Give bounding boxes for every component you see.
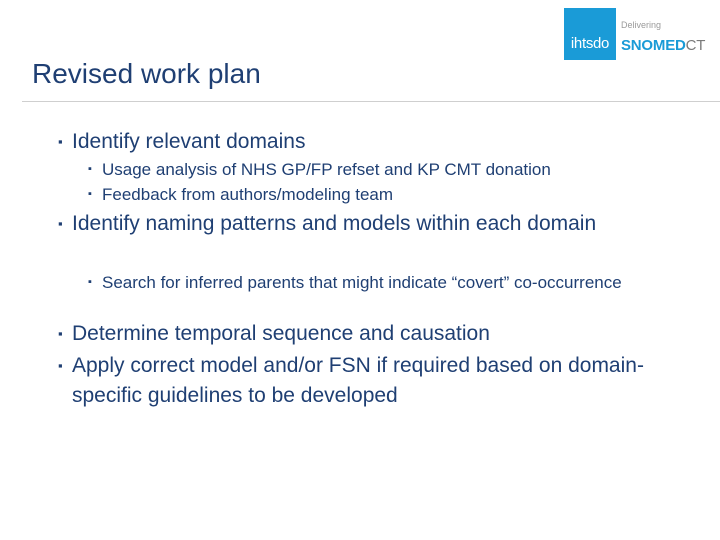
bullet-text: Feedback from authors/modeling team xyxy=(102,185,394,204)
title-divider xyxy=(22,101,720,102)
bullet-text: Identify naming patterns and models within each domain xyxy=(72,212,597,235)
snomed-wordmark: SNOMED xyxy=(621,37,686,54)
bullet-text: Search for inferred parents that might indicate “covert” co-occurrence xyxy=(102,273,622,292)
square-bullet-icon: ▪ xyxy=(88,276,92,288)
sub-bullet-item xyxy=(88,183,702,206)
sub-bullet-item xyxy=(88,271,642,294)
snomed-ct-logo xyxy=(621,37,705,54)
bullet-item xyxy=(58,351,662,411)
square-bullet-icon: ▪ xyxy=(58,134,63,149)
page-title: Revised work plan xyxy=(32,58,261,89)
square-bullet-icon: ▪ xyxy=(58,216,63,231)
bullet-text: Usage analysis of NHS GP/FP refset and KP CMT donation xyxy=(102,160,551,179)
logo-tagline: Delivering xyxy=(621,20,662,30)
square-bullet-icon: ▪ xyxy=(58,358,63,373)
bullet-text: Identify relevant domains xyxy=(72,130,306,153)
ihtsdo-logo xyxy=(564,8,616,60)
bullet-item xyxy=(58,319,712,349)
square-bullet-icon: ▪ xyxy=(88,188,92,200)
square-bullet-icon: ▪ xyxy=(58,326,63,341)
ct-wordmark: CT xyxy=(685,37,706,54)
bullet-text: Apply correct model and/or FSN if required based on domain-specific guidelines to be developed xyxy=(72,354,644,407)
ihtsdo-logo-text: ihtsdo xyxy=(570,35,610,52)
sub-bullet-item xyxy=(88,158,702,181)
bullet-text: Determine temporal sequence and causation xyxy=(72,322,490,345)
bullet-item xyxy=(58,209,712,239)
bullet-item xyxy=(58,127,712,157)
square-bullet-icon: ▪ xyxy=(88,163,92,175)
